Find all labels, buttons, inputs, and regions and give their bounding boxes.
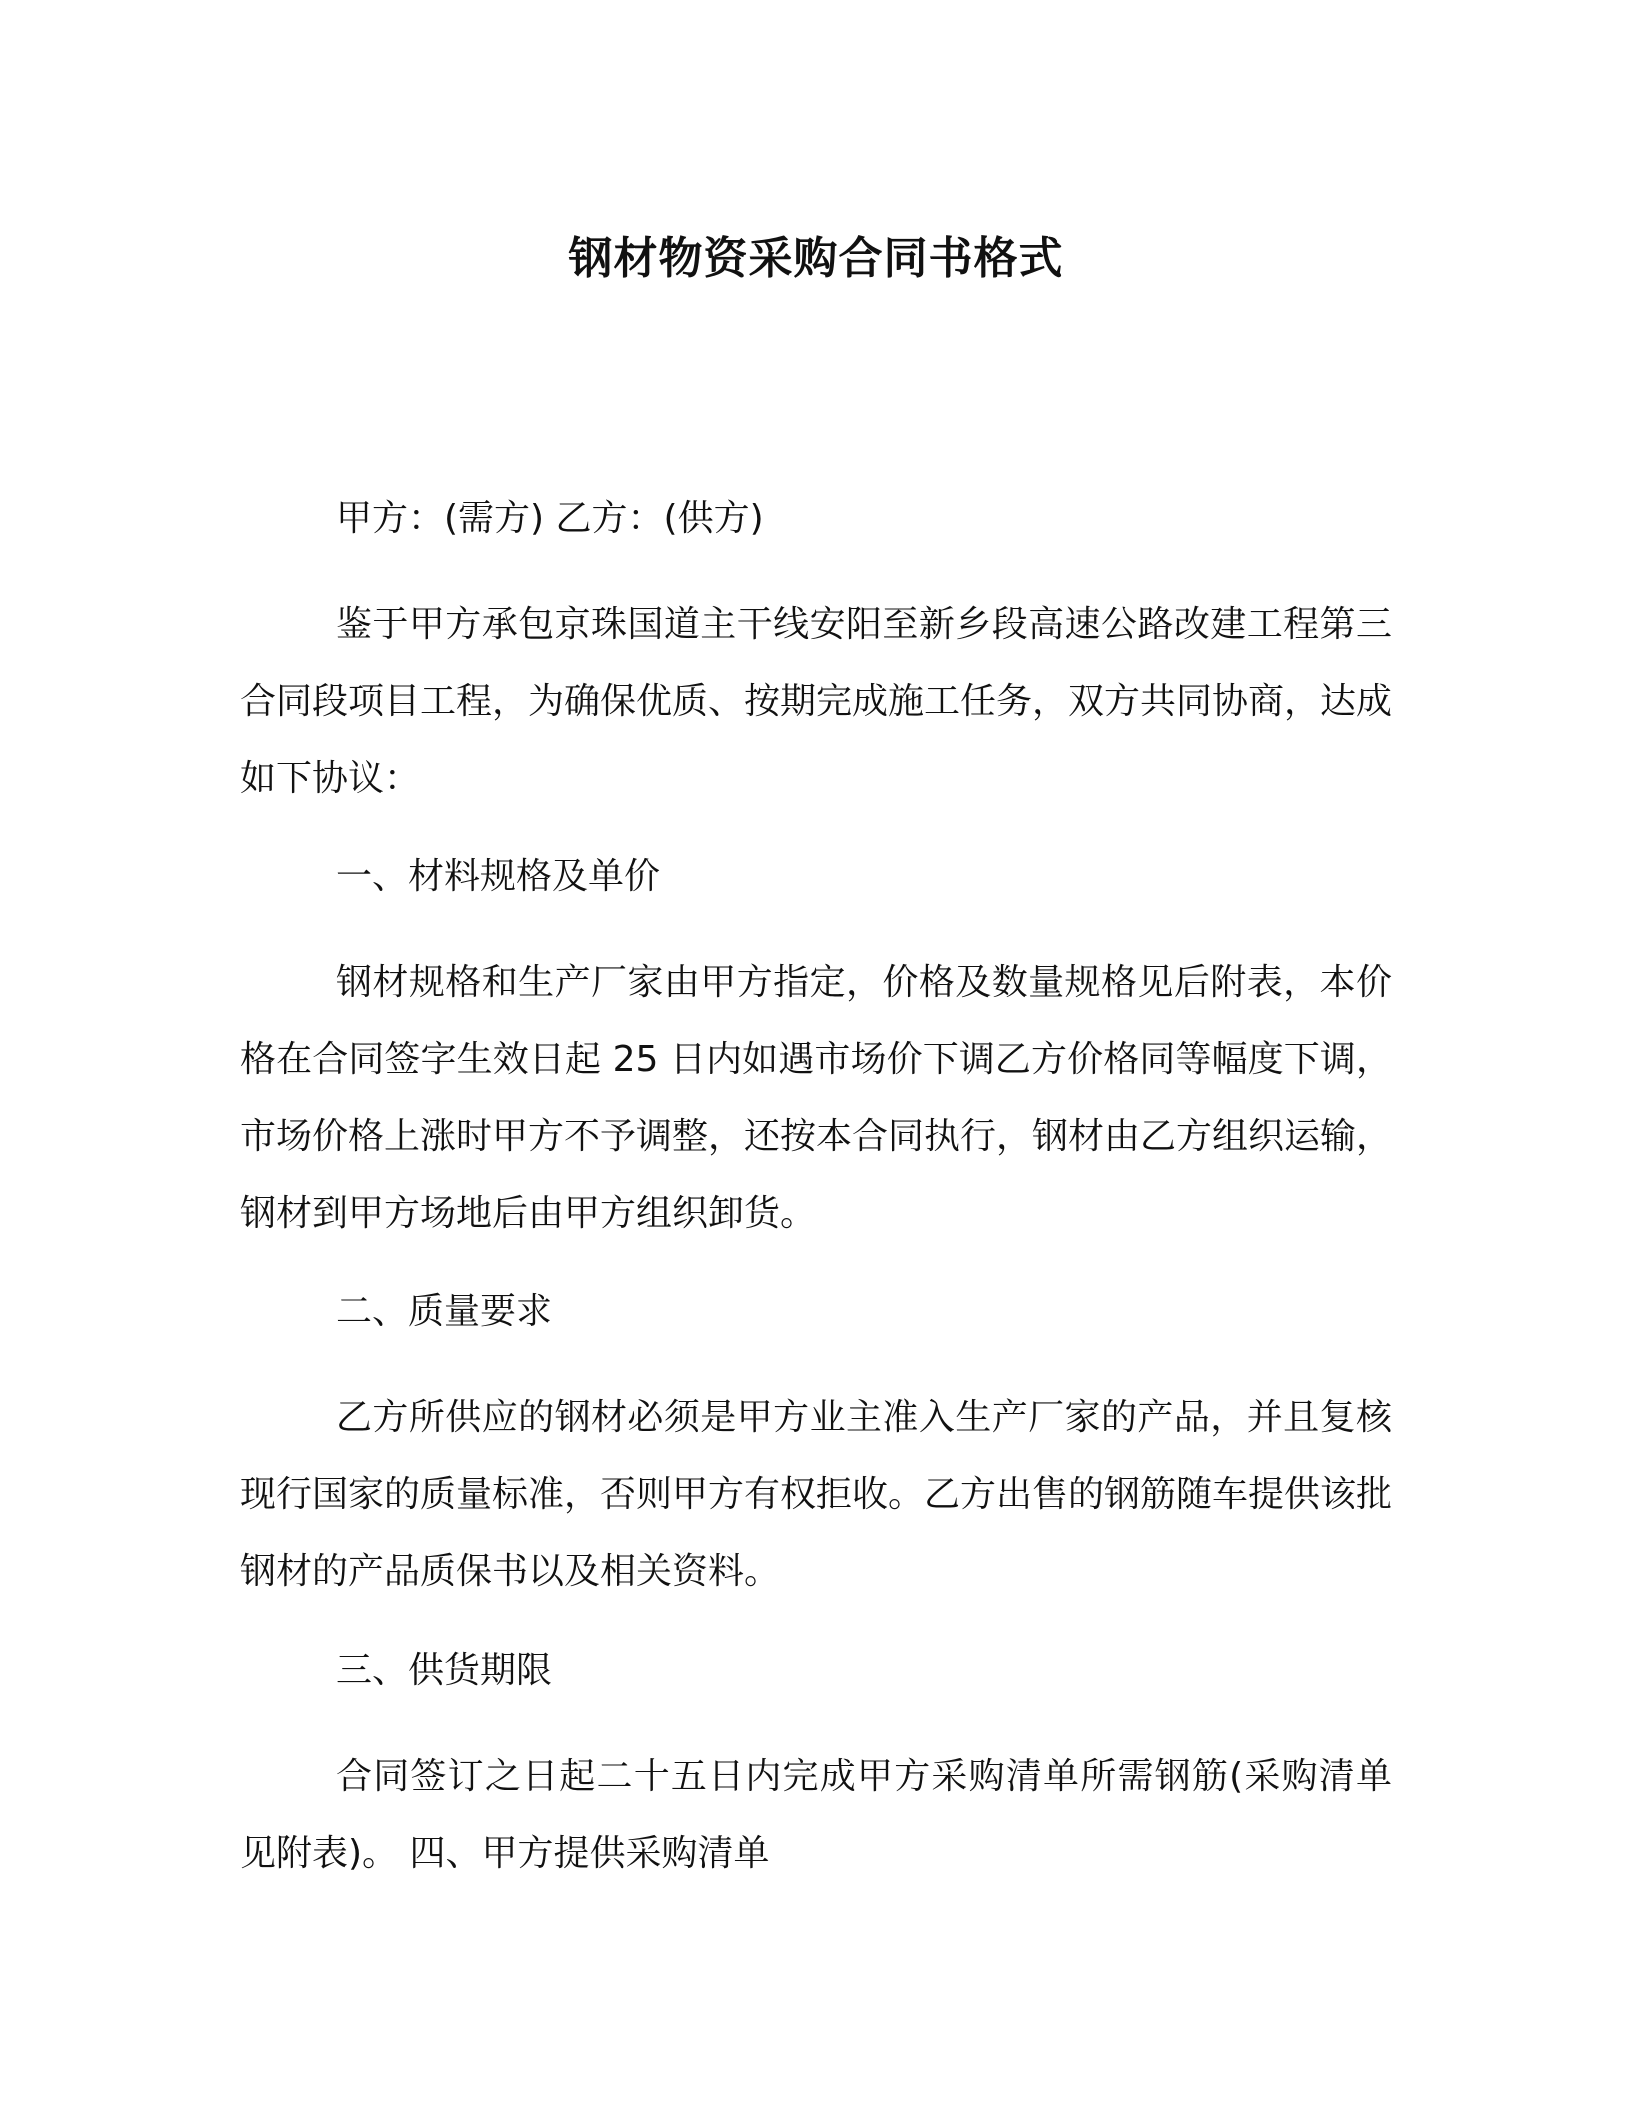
parties-line: 甲方：(需方) 乙方：(供方) xyxy=(336,498,764,539)
section-1-paragraph: 钢材规格和生产厂家由甲方指定，价格及数量规格见后附表，本价格在合同签字生效日起 25 日内如遇市场价下调乙方价格同等幅度下调，市场价格上涨时甲方不予调整，还按本合同执行，钢材由乙方组织运输，钢材到甲方场地后由甲方组织卸货。 xyxy=(240,962,1393,1234)
section-3-heading: 三、供货期限 xyxy=(336,1650,553,1691)
section-3-paragraph: 合同签订之日起二十五日内完成甲方采购清单所需钢筋(采购清单见附表)。 四、甲方提供采购清单 xyxy=(240,1756,1392,1874)
section-2-paragraph: 乙方所供应的钢材必须是甲方业主准入生产厂家的产品，并且复核现行国家的质量标准，否则甲方有权拒收。乙方出售的钢筋随车提供该批钢材的产品质保书以及相关资料。 xyxy=(240,1397,1393,1592)
section-1-heading: 一、材料规格及单价 xyxy=(336,856,661,897)
section-2-heading: 二、质量要求 xyxy=(336,1291,553,1332)
preamble-paragraph: 鉴于甲方承包京珠国道主干线安阳至新乡段高速公路改建工程第三合同段项目工程，为确保优质、按期完成施工任务，双方共同协商，达成如下协议： xyxy=(240,604,1393,799)
document-title: 钢材物资采购合同书格式 xyxy=(568,233,1064,284)
